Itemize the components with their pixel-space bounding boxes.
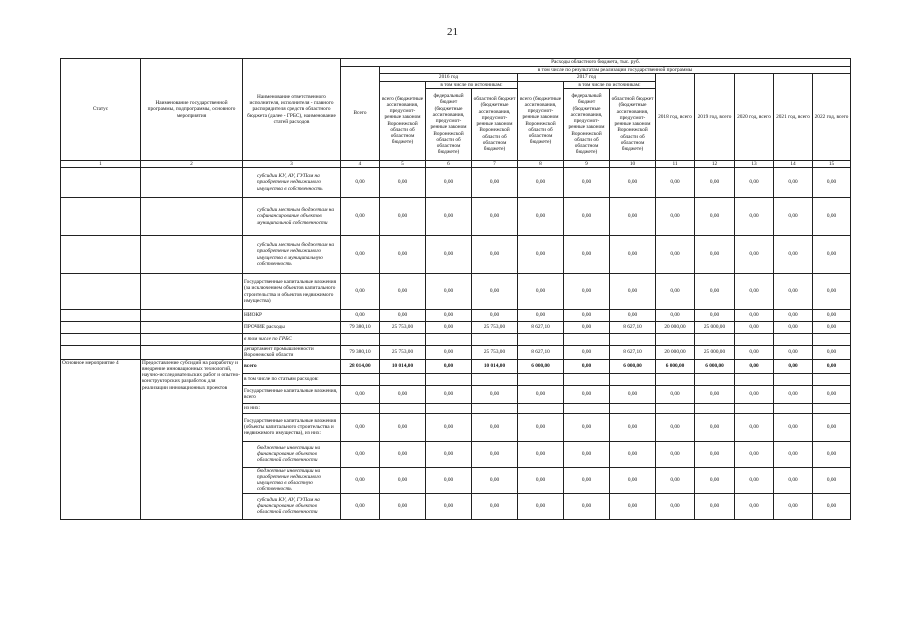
column-number: 8: [518, 160, 564, 167]
expense-label: НИОКР: [243, 310, 341, 322]
value-cell: 0,00: [341, 413, 380, 441]
value-cell: [472, 403, 518, 413]
value-cell: [472, 334, 518, 346]
column-number: 13: [735, 160, 774, 167]
value-cell: 0,00: [735, 310, 774, 322]
value-cell: 0,00: [518, 385, 564, 403]
value-cell: 0,00: [472, 441, 518, 467]
value-cell: [735, 334, 774, 346]
value-cell: 0,00: [610, 274, 656, 310]
table-header: [61, 59, 851, 168]
expense-label: субсидии КУ, АУ, ГУПам на финансирование объектов областной собственности: [243, 493, 341, 519]
expense-label: Государственные капитальные вложения (за исключением объектов капитального строительства и объектов недвижимого имущества): [243, 274, 341, 310]
value-cell: [610, 334, 656, 346]
expense-label: бюджетные инвестиции на финансирование объектов областной собственности: [243, 441, 341, 467]
value-cell: 0,00: [426, 493, 472, 519]
value-cell: 0,00: [518, 168, 564, 198]
expense-label: субсидии КУ, АУ, ГУПам на приобретение недвижимого имущества в собственность: [243, 168, 341, 198]
value-cell: 0,00: [426, 274, 472, 310]
value-cell: 0,00: [518, 274, 564, 310]
sub-fed-2017: федеральный бюджет (бюджетные ассигнования, предусмот- ренные законом Воронежской области об областном бюджете): [564, 88, 610, 160]
value-cell: 0,00: [564, 441, 610, 467]
sub-all-2017: всего (бюджетные ассигнования, предусмот- ренные законом Воронежской области об областном бюджете): [518, 81, 564, 160]
program-cell: [141, 274, 243, 310]
value-cell: [380, 334, 426, 346]
value-cell: 25 000,00: [695, 322, 735, 334]
value-cell: 25 753,00: [472, 346, 518, 360]
year-2019-header: 2019 год, всего: [695, 74, 735, 161]
value-cell: [472, 373, 518, 385]
value-cell: 0,00: [380, 310, 426, 322]
program-cell: [141, 310, 243, 322]
value-cell: 0,00: [735, 346, 774, 360]
value-cell: [735, 403, 774, 413]
value-cell: 0,00: [735, 385, 774, 403]
table-row: [61, 310, 851, 322]
value-cell: 0,00: [380, 441, 426, 467]
value-cell: 0,00: [610, 493, 656, 519]
status-cell: [61, 310, 141, 322]
value-cell: 0,00: [695, 198, 735, 236]
value-cell: 0,00: [774, 385, 813, 403]
page-number: 21: [447, 26, 458, 38]
value-cell: 0,00: [518, 413, 564, 441]
value-cell: 0,00: [813, 493, 851, 519]
value-cell: 79 380,10: [341, 346, 380, 360]
expense-label: в том числе по статьям расходов:: [243, 373, 341, 385]
value-cell: 0,00: [380, 467, 426, 493]
value-cell: 6 000,00: [695, 359, 735, 373]
value-cell: 0,00: [735, 322, 774, 334]
sub-reg-2017: областной бюджет (бюджетные ассигнования, предусмот- ренные законом Воронежской области об областном бюджете): [610, 88, 656, 160]
value-cell: 0,00: [341, 385, 380, 403]
value-cell: 0,00: [735, 274, 774, 310]
value-cell: 0,00: [695, 413, 735, 441]
program-cell: [141, 236, 243, 274]
table-row: [61, 198, 851, 236]
value-cell: [774, 373, 813, 385]
value-cell: 0,00: [426, 346, 472, 360]
value-cell: 25 753,00: [472, 322, 518, 334]
value-cell: 0,00: [472, 385, 518, 403]
value-cell: 0,00: [774, 322, 813, 334]
value-cell: [695, 334, 735, 346]
value-cell: 0,00: [564, 198, 610, 236]
value-cell: 0,00: [564, 359, 610, 373]
value-cell: 0,00: [380, 413, 426, 441]
value-cell: 0,00: [610, 198, 656, 236]
program-header: Наименование государственной программы, подпрограммы, основного мероприятия: [141, 59, 243, 161]
value-cell: [813, 403, 851, 413]
value-cell: 0,00: [472, 467, 518, 493]
value-cell: [426, 373, 472, 385]
value-cell: 0,00: [426, 322, 472, 334]
value-cell: [380, 373, 426, 385]
value-cell: 0,00: [774, 493, 813, 519]
table-body: [61, 168, 851, 520]
sub-all-2016: всего (бюджетные ассигнования, предусмот- ренные законом Воронежской области об областном бюджете): [380, 81, 426, 160]
value-cell: 0,00: [813, 441, 851, 467]
table-row: [61, 236, 851, 274]
value-cell: 8 627,10: [610, 346, 656, 360]
value-cell: 0,00: [564, 168, 610, 198]
sub-fed-2016: федеральный бюджет (бюджетные ассигнования, предусмот- ренные законом Воронежской области об областном бюджете): [426, 88, 472, 160]
expense-label: Государственные капитальные вложения, всего: [243, 385, 341, 403]
value-cell: 0,00: [813, 359, 851, 373]
column-number: 1: [61, 160, 141, 167]
column-number: 5: [380, 160, 426, 167]
value-cell: [341, 334, 380, 346]
value-cell: 0,00: [380, 274, 426, 310]
value-cell: 0,00: [695, 274, 735, 310]
value-cell: [426, 403, 472, 413]
value-cell: 0,00: [341, 467, 380, 493]
value-cell: 0,00: [774, 310, 813, 322]
value-cell: 0,00: [472, 413, 518, 441]
column-number: 9: [564, 160, 610, 167]
value-cell: 0,00: [813, 198, 851, 236]
table-row: [61, 322, 851, 334]
program-cell: [141, 346, 243, 360]
value-cell: 0,00: [656, 467, 695, 493]
value-cell: 0,00: [426, 168, 472, 198]
status-cell: [61, 274, 141, 310]
value-cell: 0,00: [472, 236, 518, 274]
value-cell: 0,00: [656, 413, 695, 441]
program-cell: [141, 198, 243, 236]
expenses-header: Расходы областного бюджета, тыс. руб.: [341, 59, 851, 67]
value-cell: 0,00: [426, 198, 472, 236]
expense-label: субсидии местным бюджетам на софинансирование объектов муниципальной собственности: [243, 198, 341, 236]
expense-label: в том числе по ГРБС: [243, 334, 341, 346]
value-cell: 0,00: [656, 168, 695, 198]
value-cell: [341, 403, 380, 413]
value-cell: 0,00: [656, 493, 695, 519]
value-cell: [813, 373, 851, 385]
value-cell: [735, 373, 774, 385]
column-number: 10: [610, 160, 656, 167]
status-cell: [61, 334, 141, 346]
value-cell: 0,00: [695, 493, 735, 519]
value-cell: 0,00: [813, 467, 851, 493]
value-cell: 0,00: [564, 236, 610, 274]
value-cell: 10 014,00: [380, 359, 426, 373]
value-cell: 0,00: [518, 236, 564, 274]
value-cell: 0,00: [564, 346, 610, 360]
column-number: 12: [695, 160, 735, 167]
program-cell: [141, 334, 243, 346]
value-cell: 0,00: [774, 359, 813, 373]
expense-label: из них:: [243, 403, 341, 413]
table-row: [61, 346, 851, 360]
value-cell: 0,00: [380, 236, 426, 274]
value-cell: 0,00: [774, 346, 813, 360]
value-cell: 0,00: [426, 310, 472, 322]
expense-label: ПРОЧИЕ расходы: [243, 322, 341, 334]
program-cell: [141, 168, 243, 198]
value-cell: 8 627,10: [518, 346, 564, 360]
value-cell: 0,00: [564, 493, 610, 519]
value-cell: 0,00: [695, 467, 735, 493]
value-cell: 0,00: [774, 168, 813, 198]
value-cell: [518, 403, 564, 413]
value-cell: 0,00: [774, 236, 813, 274]
expense-label: департамент промышленности Воронежской области: [243, 346, 341, 360]
value-cell: 0,00: [774, 274, 813, 310]
value-cell: 0,00: [735, 493, 774, 519]
value-cell: 0,00: [735, 359, 774, 373]
year-2017-header: 2017 год: [518, 74, 656, 81]
value-cell: 0,00: [472, 168, 518, 198]
value-cell: [610, 373, 656, 385]
value-cell: [518, 334, 564, 346]
value-cell: 0,00: [774, 413, 813, 441]
value-cell: 0,00: [564, 274, 610, 310]
value-cell: 0,00: [472, 198, 518, 236]
value-cell: 0,00: [341, 493, 380, 519]
column-number: 6: [426, 160, 472, 167]
value-cell: 0,00: [656, 441, 695, 467]
value-cell: 0,00: [695, 236, 735, 274]
value-cell: 0,00: [341, 198, 380, 236]
column-number: 4: [341, 160, 380, 167]
expense-label: всего: [243, 359, 341, 373]
value-cell: 0,00: [735, 236, 774, 274]
table-row: [61, 334, 851, 346]
year-2018-header: 2018 год, всего: [656, 74, 695, 161]
value-cell: [564, 334, 610, 346]
value-cell: 0,00: [610, 385, 656, 403]
value-cell: 0,00: [610, 310, 656, 322]
value-cell: 6 000,00: [656, 359, 695, 373]
value-cell: 0,00: [695, 441, 735, 467]
value-cell: 20 000,00: [656, 322, 695, 334]
value-cell: 6 000,00: [518, 359, 564, 373]
value-cell: 0,00: [518, 310, 564, 322]
value-cell: [774, 334, 813, 346]
column-number: 2: [141, 160, 243, 167]
value-cell: 0,00: [518, 493, 564, 519]
value-cell: 0,00: [518, 198, 564, 236]
value-cell: 0,00: [695, 168, 735, 198]
value-cell: 0,00: [610, 441, 656, 467]
value-cell: [610, 403, 656, 413]
sub-reg-2016: областной бюджет (бюджетные ассигнования, предусмот- ренные законом Воронежской области об областном бюджете): [472, 88, 518, 160]
value-cell: 0,00: [813, 385, 851, 403]
value-cell: 0,00: [610, 168, 656, 198]
value-cell: 0,00: [472, 274, 518, 310]
value-cell: [564, 373, 610, 385]
value-cell: 25 753,00: [380, 346, 426, 360]
value-cell: 0,00: [735, 467, 774, 493]
value-cell: 0,00: [813, 168, 851, 198]
value-cell: 0,00: [341, 441, 380, 467]
value-cell: 0,00: [813, 322, 851, 334]
value-cell: 0,00: [518, 441, 564, 467]
value-cell: 0,00: [774, 441, 813, 467]
value-cell: 0,00: [656, 310, 695, 322]
value-cell: 0,00: [426, 467, 472, 493]
value-cell: 0,00: [813, 274, 851, 310]
value-cell: 0,00: [380, 198, 426, 236]
value-cell: 0,00: [472, 310, 518, 322]
value-cell: [813, 334, 851, 346]
value-cell: 0,00: [610, 467, 656, 493]
value-cell: 8 627,10: [610, 322, 656, 334]
column-number: 15: [813, 160, 851, 167]
value-cell: 0,00: [426, 385, 472, 403]
value-cell: 0,00: [472, 493, 518, 519]
value-cell: 0,00: [656, 274, 695, 310]
value-cell: 0,00: [735, 441, 774, 467]
expense-label: Государственные капитальные вложения (объекты капитального строительства и недвижимого имущества), из них:: [243, 413, 341, 441]
value-cell: 79 380,10: [341, 322, 380, 334]
value-cell: [656, 334, 695, 346]
value-cell: 0,00: [610, 236, 656, 274]
column-number: 14: [774, 160, 813, 167]
year-2022-header: 2022 год, всего: [813, 74, 851, 161]
value-cell: [564, 403, 610, 413]
value-cell: 0,00: [341, 168, 380, 198]
value-cell: 0,00: [426, 359, 472, 373]
value-cell: 0,00: [380, 168, 426, 198]
value-cell: 0,00: [426, 236, 472, 274]
value-cell: 0,00: [610, 413, 656, 441]
value-cell: [380, 403, 426, 413]
value-cell: 0,00: [564, 413, 610, 441]
value-cell: 0,00: [380, 385, 426, 403]
expenses-table: [60, 58, 851, 520]
value-cell: 0,00: [695, 385, 735, 403]
expense-label: субсидии местным бюджетам на приобретение недвижимого имущества в муниципальную собственность: [243, 236, 341, 274]
value-cell: [426, 334, 472, 346]
value-cell: 0,00: [735, 168, 774, 198]
column-number: 7: [472, 160, 518, 167]
including-header: в том числе по результатам реализации государственной программы: [380, 67, 851, 74]
value-cell: 8 627,10: [518, 322, 564, 334]
status-header: Статус: [61, 59, 141, 161]
value-cell: 10 014,00: [472, 359, 518, 373]
table-row: [61, 359, 851, 373]
column-number: 3: [243, 160, 341, 167]
value-cell: 25 000,00: [695, 346, 735, 360]
executor-header: Наименование ответственного исполнителя, исполнителя - главного распорядителя средств областного бюджета (далее - ГРБС), наименование статей расходов: [243, 59, 341, 161]
value-cell: 20 000,00: [656, 346, 695, 360]
value-cell: 0,00: [813, 236, 851, 274]
year-2016-header: 2016 год: [380, 74, 518, 81]
value-cell: 0,00: [564, 385, 610, 403]
table-row: [61, 274, 851, 310]
status-cell: [61, 168, 141, 198]
value-cell: 0,00: [518, 467, 564, 493]
status-cell: [61, 322, 141, 334]
value-cell: 25 753,00: [380, 322, 426, 334]
value-cell: [774, 403, 813, 413]
value-cell: 0,00: [656, 236, 695, 274]
status-cell: [61, 236, 141, 274]
value-cell: 0,00: [564, 310, 610, 322]
value-cell: 0,00: [695, 310, 735, 322]
status-cell: [61, 346, 141, 360]
value-cell: 0,00: [656, 198, 695, 236]
value-cell: [695, 403, 735, 413]
value-cell: 0,00: [341, 310, 380, 322]
status-cell: [61, 198, 141, 236]
value-cell: 0,00: [564, 467, 610, 493]
value-cell: 28 014,00: [341, 359, 380, 373]
year-2021-header: 2021 год, всего: [774, 74, 813, 161]
value-cell: 0,00: [735, 413, 774, 441]
table-row: [61, 168, 851, 198]
value-cell: [341, 373, 380, 385]
program-cell: Предоставление субсидий на разработку и внедрение инновационных технологий, научно-исследовательских работ и опытно-конструкторских разработок для реализации инновационных проектов: [141, 359, 243, 519]
expense-label: бюджетные инвестиции на приобретение недвижимого имущества в областную собственность: [243, 467, 341, 493]
value-cell: 0,00: [426, 413, 472, 441]
status-cell: Основное мероприятие 4: [61, 359, 141, 519]
value-cell: 0,00: [813, 413, 851, 441]
value-cell: 0,00: [813, 310, 851, 322]
value-cell: 0,00: [564, 322, 610, 334]
value-cell: 6 000,00: [610, 359, 656, 373]
value-cell: [656, 403, 695, 413]
column-number: 11: [656, 160, 695, 167]
value-cell: [656, 373, 695, 385]
column-numbers-row: [61, 160, 851, 167]
value-cell: [695, 373, 735, 385]
value-cell: 0,00: [774, 198, 813, 236]
by-source-2017: в том числе по источникам:: [564, 81, 656, 88]
value-cell: 0,00: [341, 236, 380, 274]
year-2020-header: 2020 год, всего: [735, 74, 774, 161]
value-cell: [518, 373, 564, 385]
value-cell: 0,00: [813, 346, 851, 360]
total-header: Всего: [341, 67, 380, 161]
value-cell: 0,00: [774, 467, 813, 493]
program-cell: [141, 322, 243, 334]
value-cell: 0,00: [341, 274, 380, 310]
by-source-2016: в том числе по источникам:: [426, 81, 518, 88]
value-cell: 0,00: [380, 493, 426, 519]
value-cell: 0,00: [426, 441, 472, 467]
value-cell: 0,00: [656, 385, 695, 403]
value-cell: 0,00: [735, 198, 774, 236]
